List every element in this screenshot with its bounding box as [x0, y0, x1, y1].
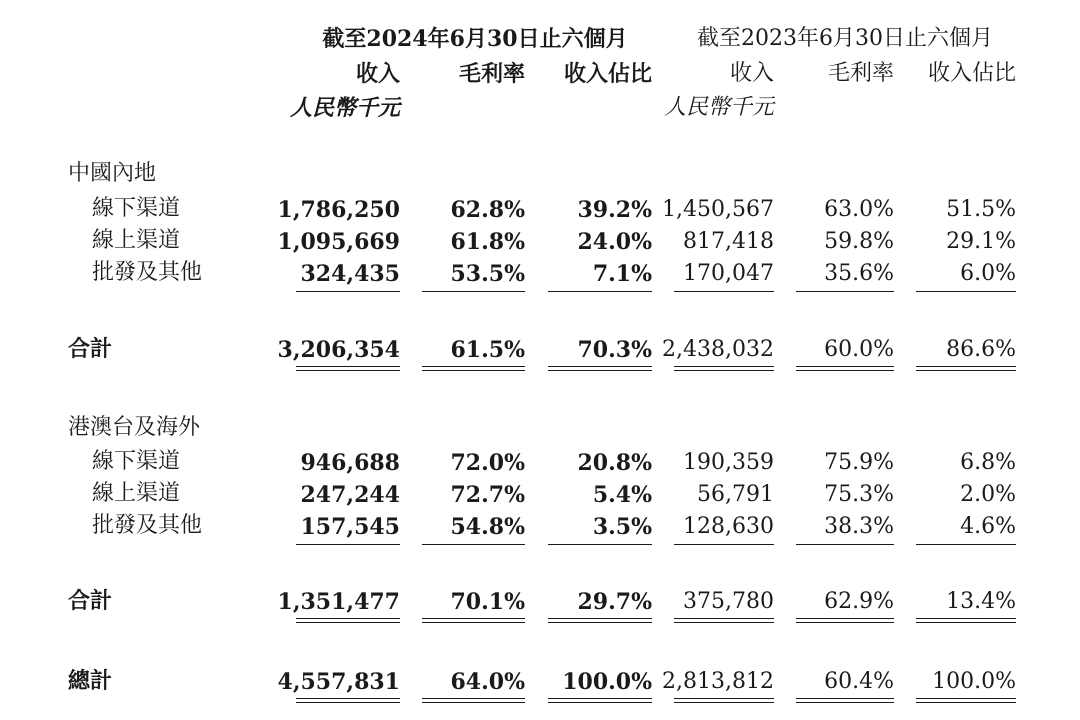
- subtotal-rule: [796, 291, 894, 292]
- row-label: 線上渠道: [92, 481, 181, 506]
- cell-share-2023: 6.0%: [960, 261, 1016, 286]
- row-label: 線上渠道: [92, 228, 181, 253]
- cell-share-2024: 3.5%: [592, 514, 652, 540]
- total-double-rule: [296, 366, 400, 371]
- total-double-rule: [916, 366, 1016, 371]
- subtotal-rule: [548, 291, 652, 292]
- cell-revenue-2024: 1,351,477: [277, 589, 400, 615]
- cell-share-2024: 7.1%: [592, 261, 652, 287]
- total-double-rule: [916, 618, 1016, 623]
- cell-margin-2024: 64.0%: [450, 669, 525, 695]
- cell-revenue-2024: 1,095,669: [277, 229, 400, 255]
- cell-revenue-2023: 817,418: [683, 229, 774, 254]
- cell-margin-2023: 75.3%: [824, 482, 894, 507]
- cell-margin-2024: 53.5%: [450, 261, 525, 287]
- cell-revenue-2023: 1,450,567: [662, 197, 774, 222]
- cell-share-2023: 2.0%: [960, 482, 1016, 507]
- subtotal-rule: [422, 544, 525, 545]
- unit-2024: 人民幣千元: [289, 95, 400, 121]
- section-title-mainland: 中國內地: [68, 161, 157, 186]
- total-double-rule: [422, 618, 525, 623]
- cell-revenue-2023: 56,791: [697, 482, 774, 507]
- total-double-rule: [674, 366, 774, 371]
- cell-margin-2023: 60.0%: [824, 337, 894, 362]
- cell-revenue-2023: 190,359: [683, 450, 774, 475]
- cell-margin-2024: 61.5%: [450, 337, 525, 363]
- cell-margin-2024: 61.8%: [450, 229, 525, 255]
- total-double-rule: [674, 618, 774, 623]
- col-revenue-2023: 收入: [729, 61, 774, 86]
- cell-margin-2024: 72.0%: [450, 450, 525, 476]
- cell-margin-2023: 63.0%: [824, 197, 894, 222]
- cell-share-2024: 24.0%: [577, 229, 652, 255]
- cell-margin-2024: 62.8%: [450, 197, 525, 223]
- subtotal-rule: [916, 291, 1016, 292]
- cell-share-2023: 86.6%: [946, 337, 1016, 362]
- cell-share-2023: 6.8%: [960, 450, 1016, 475]
- section-title-overseas: 港澳台及海外: [68, 415, 201, 440]
- col-margin-2023: 毛利率: [827, 61, 894, 86]
- grand-total-double-rule: [548, 698, 652, 703]
- cell-share-2024: 29.7%: [577, 589, 652, 615]
- cell-share-2023: 100.0%: [932, 669, 1016, 694]
- period-2024-header: 截至2024年6月30日止六個月: [322, 26, 628, 52]
- subtotal-rule: [548, 544, 652, 545]
- col-share-2023: 收入佔比: [927, 61, 1016, 86]
- cell-revenue-2024: 247,244: [300, 482, 400, 508]
- row-label: 線下渠道: [92, 449, 181, 474]
- subtotal-rule: [916, 544, 1016, 545]
- cell-share-2023: 13.4%: [946, 589, 1016, 614]
- cell-revenue-2023: 170,047: [683, 261, 774, 286]
- grand-total-double-rule: [796, 698, 894, 703]
- cell-revenue-2024: 3,206,354: [277, 337, 400, 363]
- cell-revenue-2023: 2,438,032: [662, 337, 774, 362]
- cell-margin-2024: 54.8%: [450, 514, 525, 540]
- grand-total-label: 總計: [68, 668, 113, 694]
- grand-total-double-rule: [674, 698, 774, 703]
- cell-share-2024: 39.2%: [577, 197, 652, 223]
- subtotal-rule: [796, 544, 894, 545]
- total-double-rule: [296, 618, 400, 623]
- cell-share-2024: 5.4%: [592, 482, 652, 508]
- grand-total-double-rule: [916, 698, 1016, 703]
- subtotal-rule: [296, 544, 400, 545]
- cell-share-2023: 29.1%: [946, 229, 1016, 254]
- total-double-rule: [548, 618, 652, 623]
- subtotal-rule: [674, 291, 774, 292]
- col-share-2024: 收入佔比: [563, 61, 652, 87]
- col-revenue-2024: 收入: [355, 61, 400, 87]
- cell-share-2023: 51.5%: [946, 197, 1016, 222]
- total-label: 合計: [68, 336, 113, 362]
- cell-share-2023: 4.6%: [960, 514, 1016, 539]
- cell-revenue-2024: 4,557,831: [277, 669, 400, 695]
- cell-share-2024: 100.0%: [562, 669, 652, 695]
- cell-revenue-2024: 157,545: [300, 514, 400, 540]
- unit-2023: 人民幣千元: [663, 95, 774, 120]
- total-label: 合計: [68, 588, 113, 614]
- cell-revenue-2024: 946,688: [300, 450, 400, 476]
- total-double-rule: [796, 366, 894, 371]
- grand-total-double-rule: [296, 698, 400, 703]
- row-label: 批發及其他: [92, 260, 203, 285]
- cell-share-2024: 20.8%: [577, 450, 652, 476]
- subtotal-rule: [422, 291, 525, 292]
- period-2023-header: 截至2023年6月30日止六個月: [697, 26, 993, 51]
- total-double-rule: [796, 618, 894, 623]
- cell-revenue-2023: 375,780: [683, 589, 774, 614]
- cell-revenue-2024: 1,786,250: [277, 197, 400, 223]
- cell-margin-2023: 38.3%: [824, 514, 894, 539]
- subtotal-rule: [674, 544, 774, 545]
- cell-margin-2024: 70.1%: [450, 589, 525, 615]
- cell-margin-2023: 59.8%: [824, 229, 894, 254]
- cell-revenue-2024: 324,435: [300, 261, 400, 287]
- total-double-rule: [422, 366, 525, 371]
- cell-margin-2023: 62.9%: [824, 589, 894, 614]
- cell-revenue-2023: 128,630: [683, 514, 774, 539]
- cell-margin-2023: 60.4%: [824, 669, 894, 694]
- cell-margin-2024: 72.7%: [450, 482, 525, 508]
- col-margin-2024: 毛利率: [458, 61, 525, 87]
- row-label: 線下渠道: [92, 196, 181, 221]
- subtotal-rule: [296, 291, 400, 292]
- cell-margin-2023: 35.6%: [824, 261, 894, 286]
- cell-revenue-2023: 2,813,812: [662, 669, 774, 694]
- cell-share-2024: 70.3%: [577, 337, 652, 363]
- row-label: 批發及其他: [92, 513, 203, 538]
- grand-total-double-rule: [422, 698, 525, 703]
- cell-margin-2023: 75.9%: [824, 450, 894, 475]
- total-double-rule: [548, 366, 652, 371]
